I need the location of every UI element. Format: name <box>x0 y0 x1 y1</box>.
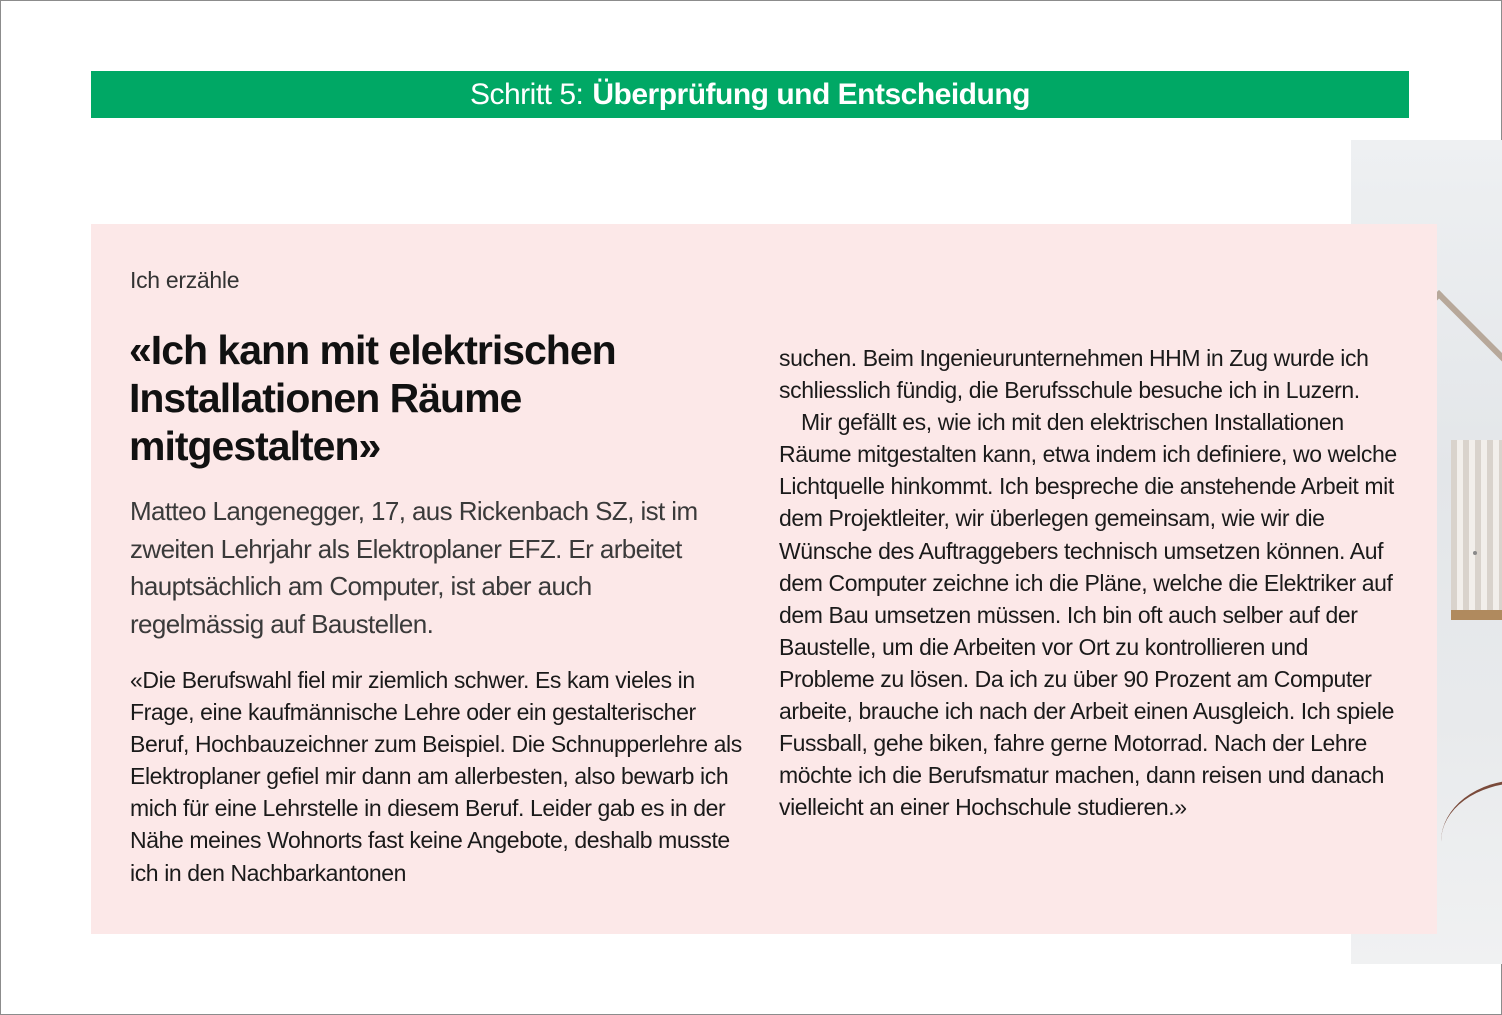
body-column-left <box>130 664 750 889</box>
body-paragraph: suchen. Beim Ingenieurunternehmen HHM in Zug wurde ich schliesslich fündig, die Berufsschule besuche ich in Luzern. <box>779 345 1369 404</box>
photo-detail <box>1473 551 1477 555</box>
headline: «Ich kann mit elektrischen Installationen Räume mitgestalten» <box>129 327 616 469</box>
lead-paragraph: Matteo Langenegger, 17, aus Rickenbach SZ, ist im zweiten Lehrjahr als Elektroplaner EFZ. Er arbeitet hauptsächlich am Computer, ist aber auch regelmässig auf Baustellen. <box>130 496 698 639</box>
step-title: Überprüfung und Entscheidung <box>592 77 1030 111</box>
body-paragraph: Mir gefällt es, wie ich mit den elektrischen Installationen Räume mitgestalten kann, etwa indem ich definiere, wo welche Lichtquelle hinkommt. Ich bespreche die anstehende Arbeit mit dem Projektleiter, wir überlegen gemeinsam, wie wir die Wünsche des Auftraggebers technisch umsetzen können. Auf dem Computer zeichne ich die Pläne, welche die Elektriker auf dem Bau umsetzen müssen. Ich bin oft auch selber auf der Baustelle, um die Arbeiten vor Ort zu kontrollieren und Probleme zu lösen. Da ich zu über 90 Prozent am Computer arbeite, brauche ich nach der Arbeit einen Ausgleich. Ich spiele Fussball, gehe biken, fahre gerne Motorrad. Nach der Lehre möchte ich die Berufsmatur machen, dann reisen und danach vielleicht an einer Hochschule studieren.» <box>779 409 1397 821</box>
kicker: Ich erzähle <box>130 267 240 293</box>
photo-shelf <box>1451 440 1502 620</box>
interview-card <box>91 224 1437 934</box>
step-label: Schritt 5: <box>469 77 584 111</box>
body-paragraph: «Die Berufswahl fiel mir ziemlich schwer. Es kam vieles in Frage, eine kaufmännische Lehre oder ein gestalterischer Beruf, Hochbauzeichner zum Beispiel. Die Schnupperlehre als Elektroplaner gefiel mir dann am allerbesten, also bewarb ich mich für eine Lehrstelle in diesem Beruf. Leider gab es in der Nähe meines Wohnorts fast keine Angebote, deshalb musste ich in den Nachbarkantonen <box>130 667 742 886</box>
photo-cable <box>1441 780 1502 903</box>
body-column-right <box>779 342 1409 823</box>
step-banner <box>91 71 1409 118</box>
